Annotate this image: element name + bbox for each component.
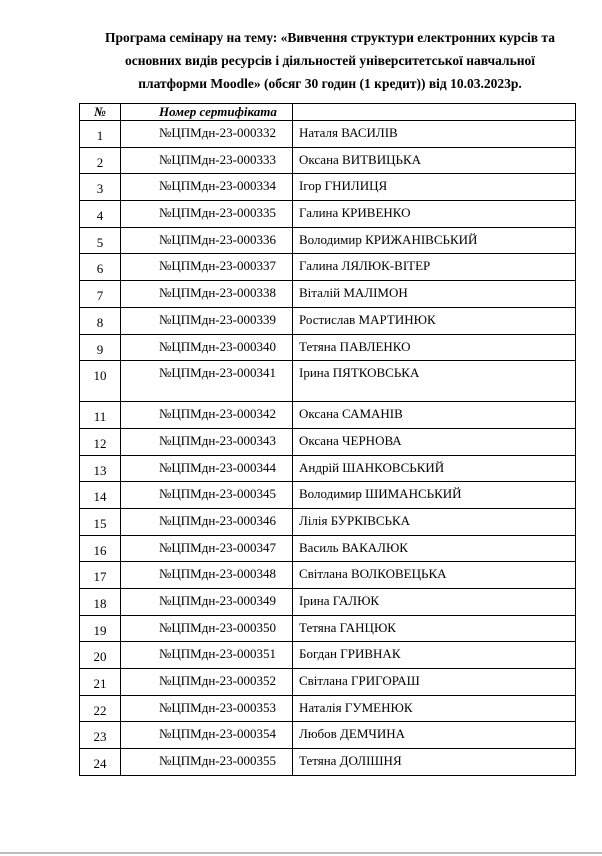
participant-name: Ростислав МАРТИНЮК (293, 307, 576, 334)
participant-name: Любов ДЕМЧИНА (293, 722, 576, 749)
certificate-number: №ЦПМдн-23-000352 (121, 669, 293, 696)
participant-name: Василь ВАКАЛЮК (293, 535, 576, 562)
column-header-certificate: Номер сертифіката (121, 104, 293, 121)
row-number: 2 (80, 147, 121, 174)
table-row (80, 334, 576, 361)
certificate-number: №ЦПМдн-23-000334 (121, 174, 293, 201)
certificate-number: №ЦПМдн-23-000335 (121, 201, 293, 228)
row-number: 18 (80, 589, 121, 616)
table-row (80, 201, 576, 228)
participant-name: Світлана ГРИГОРАШ (293, 669, 576, 696)
participant-name: Тетяна ГАНЦЮК (293, 615, 576, 642)
certificate-number: №ЦПМдн-23-000346 (121, 508, 293, 535)
participant-name: Володимир ШИМАНСЬКИЙ (293, 482, 576, 509)
table-row (80, 535, 576, 562)
row-number: 5 (80, 227, 121, 254)
certificate-number: №ЦПМдн-23-000338 (121, 281, 293, 308)
row-number: 17 (80, 562, 121, 589)
participant-name: Тетяна ПАВЛЕНКО (293, 334, 576, 361)
title-line-1: Програма семінару на тему: «Вивчення структури електронних курсів та (105, 30, 555, 45)
certificate-number: №ЦПМдн-23-000344 (121, 455, 293, 482)
participant-name: Світлана ВОЛКОВЕЦЬКА (293, 562, 576, 589)
certificate-number: №ЦПМдн-23-000347 (121, 535, 293, 562)
table-row (80, 281, 576, 308)
certificate-number: №ЦПМдн-23-000332 (121, 121, 293, 148)
certificates-table (79, 103, 576, 776)
table-row (80, 361, 576, 402)
participant-name: Ігор ГНИЛИЦЯ (293, 174, 576, 201)
participant-name: Володимир КРИЖАНІВСЬКИЙ (293, 227, 576, 254)
certificate-number: №ЦПМдн-23-000337 (121, 254, 293, 281)
table-row (80, 482, 576, 509)
table-row (80, 147, 576, 174)
table-row (80, 254, 576, 281)
certificate-number: №ЦПМдн-23-000355 (121, 749, 293, 776)
table-header-row (80, 104, 576, 121)
participant-name: Ірина ГАЛЮК (293, 589, 576, 616)
page-bottom-divider (0, 852, 602, 854)
row-number: 12 (80, 428, 121, 455)
row-number: 21 (80, 669, 121, 696)
table-row (80, 307, 576, 334)
certificate-number: №ЦПМдн-23-000342 (121, 402, 293, 429)
row-number: 1 (80, 121, 121, 148)
table-row (80, 722, 576, 749)
participant-name: Галина КРИВЕНКО (293, 201, 576, 228)
row-number: 15 (80, 508, 121, 535)
row-number: 23 (80, 722, 121, 749)
participant-name: Тетяна ДОЛІШНЯ (293, 749, 576, 776)
participant-name: Наталія ГУМЕНЮК (293, 695, 576, 722)
row-number: 9 (80, 334, 121, 361)
participant-name: Галина ЛЯЛЮК-ВІТЕР (293, 254, 576, 281)
participant-name: Ірина ПЯТКОВСЬКА (293, 361, 576, 402)
table-row (80, 428, 576, 455)
certificate-number: №ЦПМдн-23-000354 (121, 722, 293, 749)
table-row (80, 227, 576, 254)
column-header-name (293, 104, 576, 121)
table-row (80, 615, 576, 642)
certificate-number: №ЦПМдн-23-000339 (121, 307, 293, 334)
certificate-number: №ЦПМдн-23-000341 (121, 361, 293, 402)
row-number: 19 (80, 615, 121, 642)
certificate-number: №ЦПМдн-23-000343 (121, 428, 293, 455)
document-title (60, 26, 600, 95)
certificate-number: №ЦПМдн-23-000353 (121, 695, 293, 722)
table-row (80, 642, 576, 669)
certificate-number: №ЦПМдн-23-000348 (121, 562, 293, 589)
certificate-number: №ЦПМдн-23-000336 (121, 227, 293, 254)
participant-name: Наталя ВАСИЛІВ (293, 121, 576, 148)
participant-name: Лілія БУРКІВСЬКА (293, 508, 576, 535)
table-row (80, 749, 576, 776)
participant-name: Віталій МАЛІМОН (293, 281, 576, 308)
certificate-number: №ЦПМдн-23-000350 (121, 615, 293, 642)
participant-name: Андрій ШАНКОВСЬКИЙ (293, 455, 576, 482)
row-number: 16 (80, 535, 121, 562)
participant-name: Оксана САМАНІВ (293, 402, 576, 429)
table-row (80, 695, 576, 722)
row-number: 22 (80, 695, 121, 722)
table-row (80, 669, 576, 696)
certificate-number: №ЦПМдн-23-000351 (121, 642, 293, 669)
certificate-number: №ЦПМдн-23-000333 (121, 147, 293, 174)
table-row (80, 402, 576, 429)
row-number: 11 (80, 402, 121, 429)
table-row (80, 508, 576, 535)
table-row (80, 562, 576, 589)
row-number: 14 (80, 482, 121, 509)
row-number: 13 (80, 455, 121, 482)
row-number: 3 (80, 174, 121, 201)
row-number: 6 (80, 254, 121, 281)
certificate-number: №ЦПМдн-23-000349 (121, 589, 293, 616)
participant-name: Оксана ЧЕРНОВА (293, 428, 576, 455)
participant-name: Богдан ГРИВНАК (293, 642, 576, 669)
row-number: 7 (80, 281, 121, 308)
certificate-number: №ЦПМдн-23-000345 (121, 482, 293, 509)
table-row (80, 589, 576, 616)
row-number: 8 (80, 307, 121, 334)
column-header-number: № (80, 104, 121, 121)
title-line-2: основних видів ресурсів і діяльностей університетської навчальної (124, 53, 536, 68)
participant-name: Оксана ВИТВИЦЬКА (293, 147, 576, 174)
row-number: 10 (80, 361, 121, 402)
title-line-3: платформи Moodle» (обсяг 30 годин (1 кредит)) від 10.03.2023р. (138, 76, 522, 91)
row-number: 20 (80, 642, 121, 669)
table-row (80, 174, 576, 201)
table-row (80, 455, 576, 482)
row-number: 4 (80, 201, 121, 228)
table-row (80, 121, 576, 148)
row-number: 24 (80, 749, 121, 776)
certificate-number: №ЦПМдн-23-000340 (121, 334, 293, 361)
